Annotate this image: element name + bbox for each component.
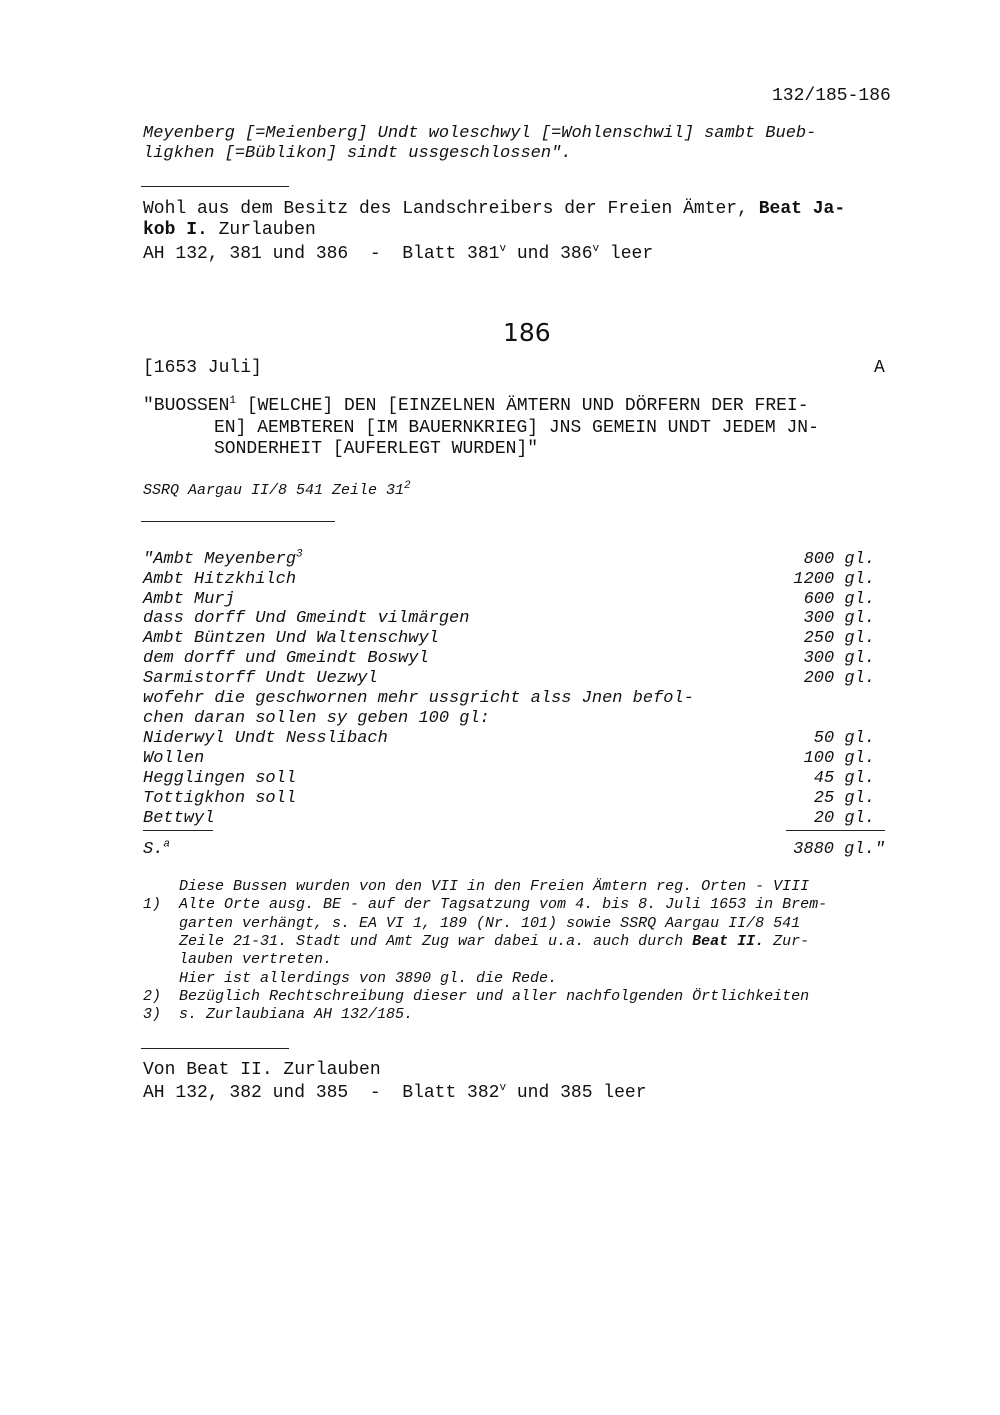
- footnote-marker: 2): [143, 988, 162, 1005]
- prev-provenance-line-2: kob I. Zurlauben: [143, 220, 316, 240]
- entry-number: 186: [503, 318, 551, 347]
- list-item: Sarmistorff Undt Uezwyl 200 gl.: [143, 669, 875, 688]
- list-item: Ambt Hitzkhilch 1200 gl.: [143, 570, 875, 589]
- list-item: dass dorff Und Gmeindt vilmärgen 300 gl.: [143, 609, 875, 628]
- entry-title-line-1: "BUOSSEN$^1$ [WELCHE] DEN [EINZELNEN ÄMTERN UND DÖRFERN DER FREI-: [143, 395, 809, 416]
- list-item: Ambt Büntzen Und Waltenschwyl 250 gl.: [143, 629, 875, 648]
- list-item: Bettwyl 20 gl.: [143, 809, 875, 828]
- entry-source: SSRQ Aargau II/8 541 Zeile $31^2$: [143, 480, 411, 499]
- total-row: S.$^a$ 3880 gl.": [143, 838, 885, 859]
- list-item: chen daran sollen sy geben 100 gl:: [143, 709, 490, 728]
- list-item: Ambt Murj 600 gl.: [143, 590, 875, 609]
- entry-letter: A: [874, 358, 885, 378]
- list-item: Tottigkhon soll 25 gl.: [143, 789, 875, 808]
- page-reference: 132/185-186: [772, 86, 891, 106]
- separator-rule: [141, 186, 289, 187]
- prev-archive-reference: AH 132, 381 und 386 - Blatt 381$^v$ und 386$^v$ leer: [143, 243, 654, 264]
- footnote-1: 1) Diese Bussen wurden von den VII in den Freien Ämtern reg. Orten - VIII Alte Orte ausg. BE - auf der Tagsatzung vom 4. bis 8. Juli 1653 in Brem- garten verhängt, s. EA VI 1, 189 (Nr. 101) sowie SSRQ Aargau II/8 541 Zeile 21-31. Stadt und Amt Zug war dabei u.a. auch durch Beat II. Zur- lauben vertreten.: [143, 878, 828, 968]
- entry-title-line-2: EN] AEMBTEREN [IM BAUERNKRIEG] JNS GEMEIN UNDT JEDEM JN-: [214, 418, 819, 438]
- list-item: "Ambt Meyenberg$^3$ 800 gl.: [143, 548, 875, 569]
- list-item: Hegglingen soll 45 gl.: [143, 769, 875, 788]
- list-item: wofehr die geschwornen mehr ussgricht alss Jnen befol-: [143, 689, 694, 708]
- separator-rule: [141, 521, 335, 522]
- sum-rule-left: [143, 830, 213, 831]
- prev-entry-line-2: ligkhen [=Büblikon] sindt ussgeschlossen".: [143, 144, 572, 163]
- prev-provenance-line-1: Wohl aus dem Besitz des Landschreibers der Freien Ämter, Beat Ja-: [143, 199, 846, 219]
- list-item: dem dorff und Gmeindt Boswyl 300 gl.: [143, 649, 875, 668]
- footnote-marker: 1): [143, 896, 162, 913]
- provenance-line: Von Beat II. Zurlauben: [143, 1060, 381, 1080]
- list-item: Niderwyl Undt Nesslibach 50 gl.: [143, 729, 875, 748]
- sum-rule-right: [786, 830, 885, 831]
- entry-title-line-3: SONDERHEIT [AUFERLEGT WURDEN]": [214, 439, 539, 459]
- footnote-2: 2) Hier ist allerdings von 3890 gl. die Rede.: [143, 970, 558, 1005]
- archive-reference: AH 132, 382 und 385 - Blatt 382$^v$ und 385 leer: [143, 1082, 647, 1103]
- separator-rule: [141, 1048, 289, 1049]
- prev-entry-line-1: Meyenberg [=Meienberg] Undt woleschwyl [=Wohlenschwil] sambt Bueb-: [143, 124, 817, 143]
- list-item: Wollen 100 gl.: [143, 749, 875, 768]
- footnote-marker: 3): [143, 1006, 162, 1023]
- footnote-3: 3) Bezüglich Rechtschreibung dieser und aller nachfolgenden Örtlichkeiten s. Zurlaubiana AH 132/185.: [143, 988, 810, 1023]
- entry-date: [1653 Juli]: [143, 358, 262, 378]
